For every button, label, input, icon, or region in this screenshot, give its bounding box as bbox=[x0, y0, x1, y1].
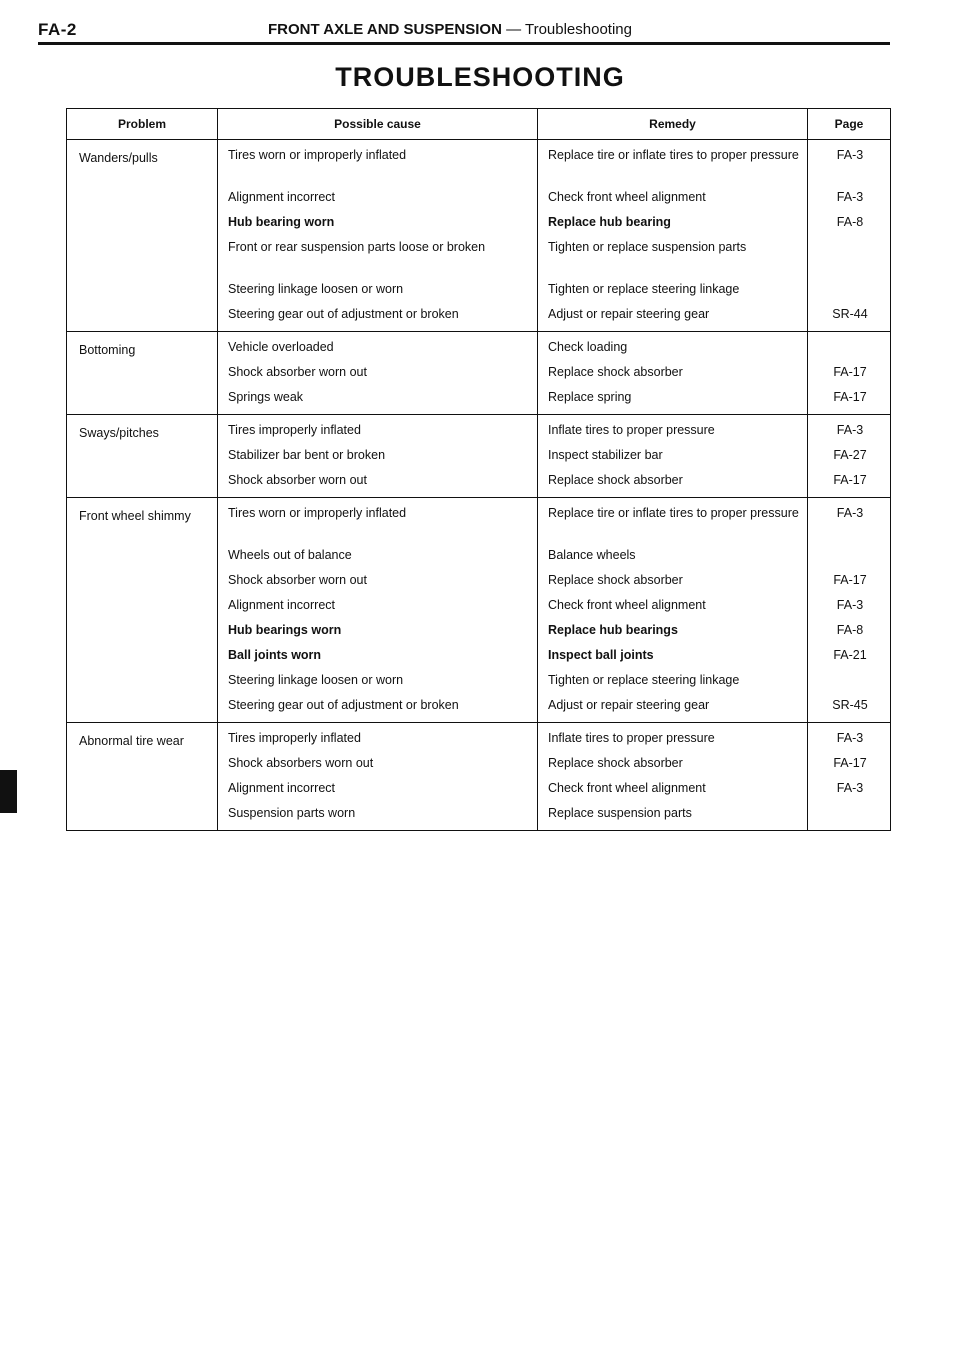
cause-item: Suspension parts worn bbox=[228, 806, 356, 820]
cause-item: Hub bearing worn bbox=[228, 215, 335, 229]
remedy-item: Check front wheel alignment bbox=[548, 781, 706, 795]
cause-item: Stabilizer bar bent or broken bbox=[228, 448, 386, 462]
page-ref: FA-17 bbox=[833, 756, 867, 770]
remedy-item: Check front wheel alignment bbox=[548, 190, 706, 204]
page-ref: FA-3 bbox=[836, 781, 864, 795]
cause-item: Tires worn or improperly inflated bbox=[228, 506, 407, 520]
problem-text: Wanders/pulls bbox=[79, 151, 158, 165]
remedy-item: Replace hub bearings bbox=[548, 623, 678, 637]
page-ref bbox=[818, 672, 882, 689]
cause-item: Alignment incorrect bbox=[228, 598, 335, 612]
remedy-item: Inflate tires to proper pressure bbox=[548, 423, 715, 437]
cause-item: Tires improperly inflated bbox=[228, 423, 361, 437]
remedy-item: Adjust or repair steering gear bbox=[548, 307, 710, 321]
section-title-rest: — Troubleshooting bbox=[501, 21, 632, 38]
remedy-item: Replace suspension parts bbox=[548, 806, 692, 820]
remedy-item: Check front wheel alignment bbox=[548, 598, 706, 612]
remedy-cell bbox=[538, 332, 808, 415]
page-ref: FA-27 bbox=[833, 448, 867, 462]
problem-text: Sways/pitches bbox=[79, 426, 159, 440]
cause-cell bbox=[218, 332, 538, 415]
page-ref: FA-3 bbox=[836, 506, 864, 520]
troubleshooting-table bbox=[66, 108, 891, 831]
cause-item: Springs weak bbox=[228, 390, 304, 404]
remedy-item: Replace shock absorber bbox=[548, 756, 683, 770]
page-ref: FA-3 bbox=[836, 148, 864, 162]
cause-item: Ball joints worn bbox=[228, 648, 322, 662]
cause-cell bbox=[218, 723, 538, 831]
problem-text: Bottoming bbox=[79, 343, 136, 357]
remedy-item: Replace spring bbox=[548, 390, 632, 404]
cause-item: Front or rear suspension parts loose or broken bbox=[228, 240, 486, 254]
column-header-remedy: Remedy bbox=[538, 109, 808, 140]
remedy-cell bbox=[538, 140, 808, 332]
page-ref bbox=[818, 339, 882, 356]
problem-cell bbox=[67, 332, 218, 415]
cause-cell bbox=[218, 140, 538, 332]
page-ref bbox=[818, 805, 882, 822]
remedy-item: Replace tire or inflate tires to proper pressure bbox=[548, 148, 799, 162]
cause-item: Shock absorber worn out bbox=[228, 473, 367, 487]
page-ref: FA-17 bbox=[833, 365, 867, 379]
page-ref: FA-3 bbox=[836, 598, 864, 612]
table-row bbox=[67, 415, 891, 498]
problem-cell bbox=[67, 140, 218, 332]
problem-cell bbox=[67, 415, 218, 498]
problem-cell bbox=[67, 498, 218, 723]
remedy-cell bbox=[538, 415, 808, 498]
remedy-item: Inspect stabilizer bar bbox=[548, 448, 663, 462]
column-header-problem: Problem bbox=[67, 109, 218, 140]
page-ref bbox=[818, 239, 882, 273]
remedy-item: Inflate tires to proper pressure bbox=[548, 731, 715, 745]
problem-text: Abnormal tire wear bbox=[79, 734, 184, 748]
page-ref: FA-17 bbox=[833, 473, 867, 487]
cause-item: Tires improperly inflated bbox=[228, 731, 361, 745]
page-cell bbox=[808, 140, 891, 332]
table-row bbox=[67, 140, 891, 332]
cause-item: Vehicle overloaded bbox=[228, 340, 334, 354]
page-ref: FA-17 bbox=[833, 573, 867, 587]
remedy-item: Inspect ball joints bbox=[548, 648, 654, 662]
cause-item: Steering linkage loosen or worn bbox=[228, 282, 404, 296]
page-ref: SR-44 bbox=[832, 307, 868, 321]
remedy-cell bbox=[538, 723, 808, 831]
cause-item: Shock absorber worn out bbox=[228, 365, 367, 379]
cause-item: Wheels out of balance bbox=[228, 548, 352, 562]
table-header-row bbox=[67, 109, 891, 140]
page-ref: FA-3 bbox=[836, 423, 864, 437]
page-ref: FA-3 bbox=[836, 731, 864, 745]
remedy-item: Balance wheels bbox=[548, 548, 636, 562]
cause-item: Alignment incorrect bbox=[228, 190, 335, 204]
table-body bbox=[67, 140, 891, 831]
cause-cell bbox=[218, 415, 538, 498]
cause-item: Shock absorber worn out bbox=[228, 573, 367, 587]
page-ref: FA-8 bbox=[836, 215, 864, 229]
page-ref: FA-21 bbox=[833, 648, 867, 662]
column-header-cause: Possible cause bbox=[218, 109, 538, 140]
page-cell bbox=[808, 723, 891, 831]
remedy-cell bbox=[538, 498, 808, 723]
cause-cell bbox=[218, 498, 538, 723]
problem-cell bbox=[67, 723, 218, 831]
page-ref bbox=[818, 547, 882, 564]
table-row bbox=[67, 332, 891, 415]
remedy-item: Adjust or repair steering gear bbox=[548, 698, 710, 712]
problem-text: Front wheel shimmy bbox=[79, 509, 191, 523]
table-row bbox=[67, 723, 891, 831]
remedy-item: Replace hub bearing bbox=[548, 215, 671, 229]
page-header bbox=[38, 20, 890, 42]
page-ref: FA-3 bbox=[836, 190, 864, 204]
remedy-item: Replace shock absorber bbox=[548, 473, 683, 487]
page-cell bbox=[808, 498, 891, 723]
page-ref: SR-45 bbox=[832, 698, 868, 712]
page-cell bbox=[808, 415, 891, 498]
cause-item: Steering linkage loosen or worn bbox=[228, 673, 404, 687]
cause-item: Alignment incorrect bbox=[228, 781, 335, 795]
remedy-item: Tighten or replace steering linkage bbox=[548, 282, 740, 296]
remedy-item: Replace shock absorber bbox=[548, 573, 683, 587]
remedy-item: Check loading bbox=[548, 340, 628, 354]
cause-item: Tires worn or improperly inflated bbox=[228, 148, 407, 162]
remedy-item: Replace tire or inflate tires to proper pressure bbox=[548, 506, 799, 520]
header-rule bbox=[38, 42, 890, 45]
cause-item: Steering gear out of adjustment or broken bbox=[228, 307, 459, 321]
margin-index-tab bbox=[0, 770, 17, 813]
page-ref: FA-8 bbox=[836, 623, 864, 637]
section-title bbox=[268, 21, 632, 38]
column-header-page: Page bbox=[808, 109, 891, 140]
page-ref bbox=[818, 281, 882, 298]
troubleshooting-table-container bbox=[66, 108, 890, 831]
cause-item: Steering gear out of adjustment or broken bbox=[228, 698, 459, 712]
cause-item: Hub bearings worn bbox=[228, 623, 342, 637]
page-ref: FA-17 bbox=[833, 390, 867, 404]
document-title: TROUBLESHOOTING bbox=[335, 62, 625, 92]
section-title-bold: FRONT AXLE AND SUSPENSION bbox=[268, 21, 502, 38]
remedy-item: Tighten or replace suspension parts bbox=[548, 240, 747, 254]
page-code: FA-2 bbox=[38, 20, 77, 39]
remedy-item: Tighten or replace steering linkage bbox=[548, 673, 740, 687]
page-cell bbox=[808, 332, 891, 415]
table-row bbox=[67, 498, 891, 723]
remedy-item: Replace shock absorber bbox=[548, 365, 683, 379]
cause-item: Shock absorbers worn out bbox=[228, 756, 374, 770]
